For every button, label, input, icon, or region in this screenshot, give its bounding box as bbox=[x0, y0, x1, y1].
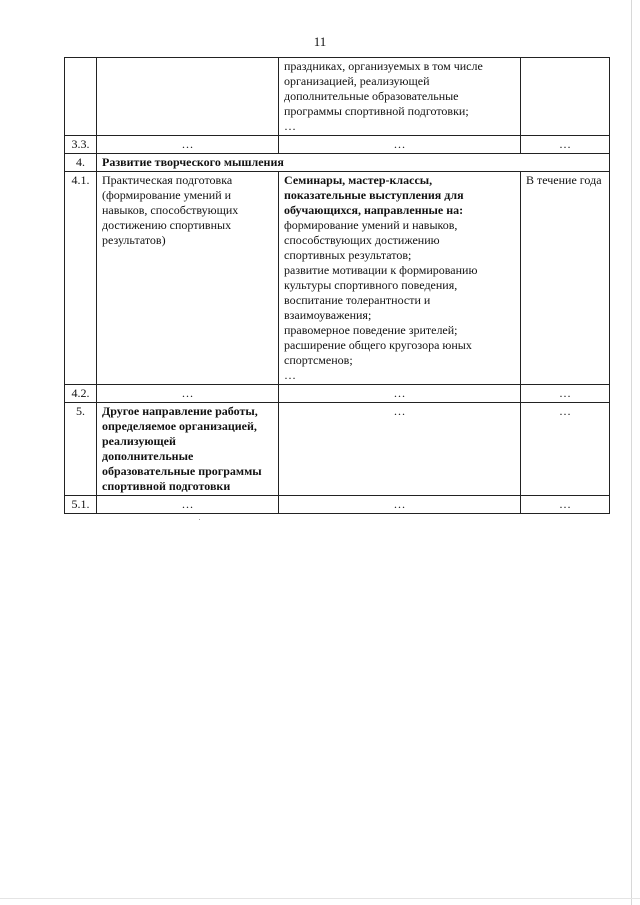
period-cell: … bbox=[521, 496, 610, 514]
activity-cell: … bbox=[279, 136, 521, 154]
row-number: 4.2. bbox=[65, 385, 97, 403]
activity-line: программы спортивной подготовки; bbox=[284, 104, 469, 118]
direction-cell bbox=[97, 172, 279, 385]
row-number: 5. bbox=[65, 403, 97, 496]
activity-line: способствующих достижению bbox=[284, 233, 440, 247]
activity-line: организацией, реализующей bbox=[284, 74, 430, 88]
activity-line: культуры спортивного поведения, bbox=[284, 278, 458, 292]
activity-cell bbox=[279, 58, 521, 136]
table-row bbox=[65, 496, 610, 514]
table-row bbox=[65, 58, 610, 136]
direction-cell: … bbox=[97, 496, 279, 514]
page-number: 11 bbox=[313, 34, 327, 49]
direction-cell bbox=[97, 403, 279, 496]
activity-line: расширение общего кругозора юных bbox=[284, 338, 472, 352]
activity-line: развитие мотивации к формированию bbox=[284, 263, 478, 277]
activities-table bbox=[64, 57, 610, 514]
direction-cell: … bbox=[97, 136, 279, 154]
activity-line: спортсменов; bbox=[284, 353, 353, 367]
activity-heading-line: показательные выступления для bbox=[284, 188, 464, 202]
activity-line: … bbox=[284, 368, 296, 382]
scan-edge-bottom bbox=[0, 898, 640, 899]
period-cell: … bbox=[521, 403, 610, 496]
row-number bbox=[65, 58, 97, 136]
activity-line: дополнительные образовательные bbox=[284, 89, 459, 103]
activity-line: … bbox=[284, 119, 296, 133]
direction-line: реализующей bbox=[102, 434, 176, 448]
activity-line: праздниках, организуемых в том числе bbox=[284, 59, 483, 73]
direction-line: определяемое организацией, bbox=[102, 419, 257, 433]
row-number: 4.1. bbox=[65, 172, 97, 385]
scan-edge-right bbox=[631, 0, 632, 905]
direction-line: спортивной подготовки bbox=[102, 479, 231, 493]
direction-line: (формирование умений и bbox=[102, 188, 232, 202]
table-row bbox=[65, 172, 610, 385]
row-number: 3.3. bbox=[65, 136, 97, 154]
table-row bbox=[65, 154, 610, 172]
activity-heading-line: обучающихся, направленные на: bbox=[284, 203, 464, 217]
direction-line: образовательные программы bbox=[102, 464, 262, 478]
activity-cell bbox=[279, 172, 521, 385]
table-row bbox=[65, 136, 610, 154]
direction-line: Другое направление работы, bbox=[102, 404, 258, 418]
row-number: 5.1. bbox=[65, 496, 97, 514]
direction-line: дополнительные bbox=[102, 449, 194, 463]
activity-line: правомерное поведение зрителей; bbox=[284, 323, 458, 337]
activity-cell: … bbox=[279, 403, 521, 496]
activity-cell: … bbox=[279, 385, 521, 403]
section-title: Развитие творческого мышления bbox=[97, 154, 610, 172]
row-number: 4. bbox=[65, 154, 97, 172]
table-row bbox=[65, 403, 610, 496]
direction-line: результатов) bbox=[102, 233, 166, 247]
activity-cell: … bbox=[279, 496, 521, 514]
activity-line: спортивных результатов; bbox=[284, 248, 412, 262]
direction-line: навыков, способствующих bbox=[102, 203, 239, 217]
period-cell: … bbox=[521, 385, 610, 403]
direction-line: достижению спортивных bbox=[102, 218, 232, 232]
direction-cell bbox=[97, 58, 279, 136]
scan-speck bbox=[199, 519, 200, 520]
direction-cell: … bbox=[97, 385, 279, 403]
direction-line: Практическая подготовка bbox=[102, 173, 233, 187]
period-cell: … bbox=[521, 136, 610, 154]
activity-line: взаимоуважения; bbox=[284, 308, 372, 322]
activity-line: формирование умений и навыков, bbox=[284, 218, 458, 232]
activity-heading-line: Семинары, мастер-классы, bbox=[284, 173, 433, 187]
period-cell: В течение года bbox=[521, 172, 610, 385]
table-row bbox=[65, 385, 610, 403]
activity-line: воспитание толерантности и bbox=[284, 293, 431, 307]
period-cell bbox=[521, 58, 610, 136]
